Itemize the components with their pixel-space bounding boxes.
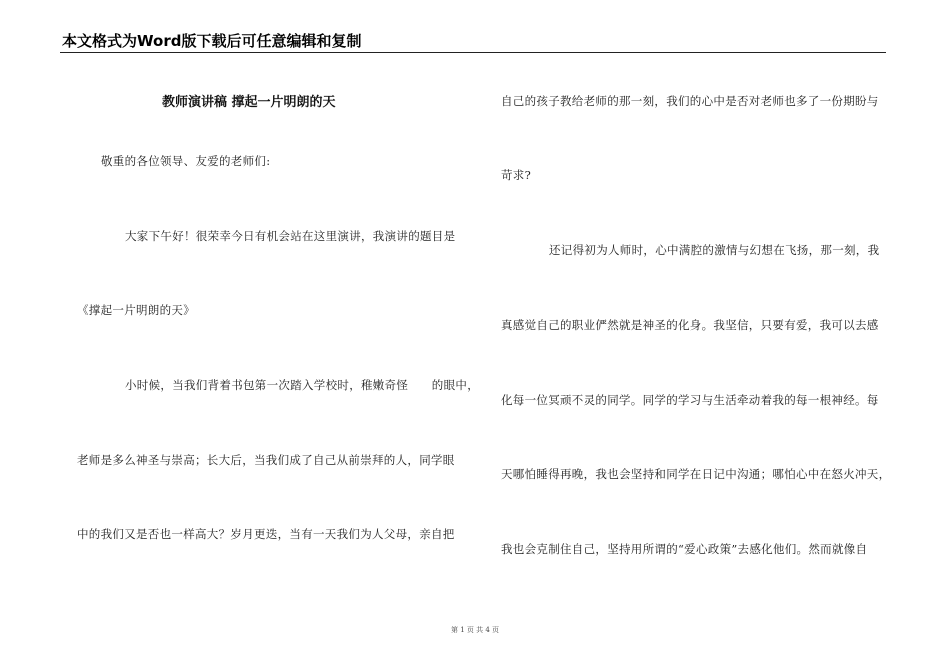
right-line-3: 还记得初为人师时，心中满腔的激情与幻想在飞扬，那一刻，我 — [549, 243, 880, 257]
right-line-5: 化每一位冥顽不灵的同学。同学的学习与生活牵动着我的每一根神经。每 — [501, 393, 879, 407]
right-line-2: 苛求? — [501, 168, 532, 182]
right-line-6: 天哪怕睡得再晚，我也会坚持和同学在日记中沟通；哪怕心中在怒火冲天， — [501, 467, 891, 481]
left-line-5: 老师是多么神圣与崇高；长大后，当我们成了自己从前崇拜的人，同学眼 — [77, 453, 455, 467]
right-line-4: 真感觉自己的职业俨然就是神圣的化身。我坚信，只要有爱，我可以去感 — [501, 318, 879, 332]
document-title: 教师演讲稿 撑起一片明朗的天 — [162, 95, 336, 110]
right-line-7: 我也会克制住自己，坚持用所谓的“爱心政策”去感化他们。然而就像自 — [501, 542, 868, 556]
page-indicator: 第 1 页 共 4 页 — [450, 626, 500, 634]
right-line-1: 自己的孩子教给老师的那一刻，我们的心中是否对老师也多了一份期盼与 — [501, 94, 879, 108]
left-line-3: 《撑起一片明朗的天》 — [77, 303, 195, 317]
header-divider — [60, 52, 886, 53]
left-line-1: 敬重的各位领导、友爱的老师们: — [101, 154, 271, 168]
left-line-4: 小时候，当我们背着书包第一次踏入学校时，稚嫩奇怪 的眼中， — [125, 378, 479, 392]
left-line-6: 中的我们又是否也一样高大？岁月更迭，当有一天我们为人父母，亲自把 — [77, 527, 455, 541]
left-line-2: 大家下午好！很荣幸今日有机会站在这里演讲，我演讲的题目是 — [125, 229, 456, 243]
header-title: 本文格式为Word版下载后可任意编辑和复制 — [62, 32, 362, 50]
